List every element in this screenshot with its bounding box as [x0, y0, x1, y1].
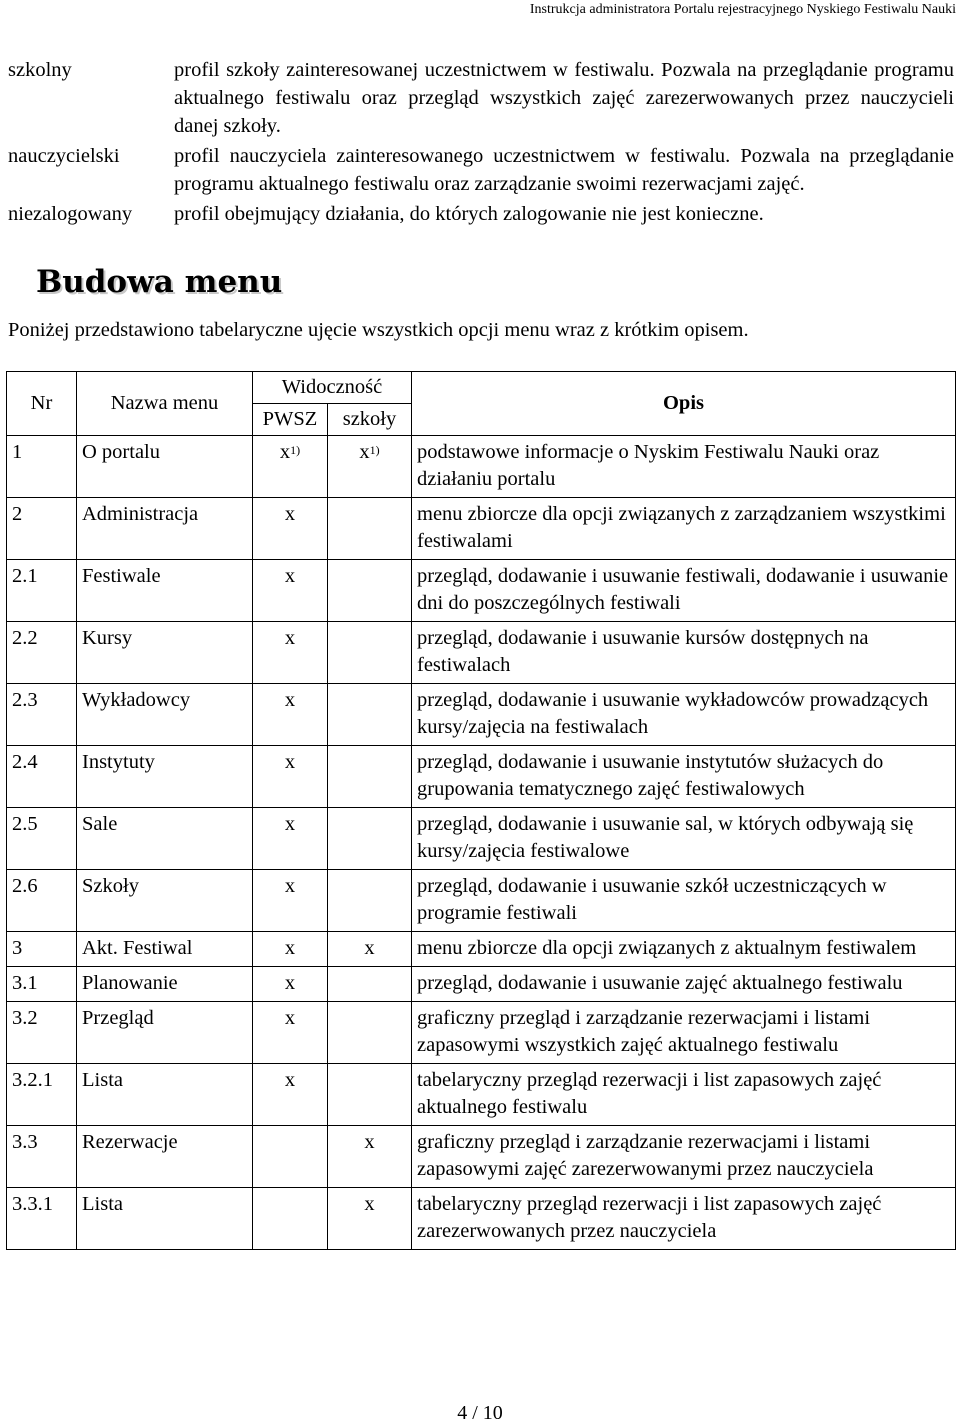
header-pwsz: PWSZ [253, 404, 328, 436]
cell-name [77, 622, 253, 684]
table-row [7, 967, 956, 1002]
cell-nr [7, 1002, 77, 1064]
cell-desc [412, 498, 956, 560]
cell-nr-text: 3.2 [12, 1007, 38, 1029]
cell-nr [7, 1188, 77, 1250]
cell-name-text: Instytuty [82, 751, 155, 773]
cell-schools [328, 684, 412, 746]
cell-schools [328, 746, 412, 808]
cell-name-text: Lista [82, 1069, 123, 1091]
cell-nr-text: 3 [12, 937, 23, 959]
profile-term: szkolny [8, 59, 72, 81]
cell-nr [7, 560, 77, 622]
cell-schools-text: x [364, 1193, 375, 1215]
cell-pwsz [253, 560, 328, 622]
cell-schools [328, 498, 412, 560]
cell-nr-text: 1 [12, 441, 23, 463]
table-row [7, 1126, 956, 1188]
cell-desc-text: menu zbiorcze dla opcji związanych z zarządzaniem wszystkimi festiwalami [417, 503, 946, 552]
profile-term: niezalogowany [8, 203, 133, 225]
cell-schools-text: x [364, 1131, 375, 1153]
cell-desc-text: graficzny przegląd i zarządzanie rezerwacjami i listami zapasowymi zajęć zarezerwowanymi przez nauczyciela [417, 1131, 874, 1180]
table-row [7, 1188, 956, 1250]
cell-desc [412, 560, 956, 622]
cell-name [77, 498, 253, 560]
cell-desc-text: przegląd, dodawanie i usuwanie kursów dostępnych na festiwalach [417, 627, 869, 676]
cell-name-text: Administracja [82, 503, 199, 525]
cell-desc-text: graficzny przegląd i zarządzanie rezerwacjami i listami zapasowymi wszystkich zajęć aktualnego festiwalu [417, 1007, 871, 1056]
cell-pwsz [253, 967, 328, 1002]
page-number: 4 / 10 [457, 1402, 503, 1424]
table-row [7, 746, 956, 808]
cell-pwsz [253, 684, 328, 746]
cell-name-text: Szkoły [82, 875, 139, 897]
cell-desc-text: tabelaryczny przegląd rezerwacji i list zapasowych zajęć zarezerwowanych przez nauczyciela [417, 1193, 882, 1242]
cell-nr-text: 3.3.1 [12, 1193, 53, 1215]
cell-schools [328, 1126, 412, 1188]
cell-nr-text: 2.4 [12, 751, 38, 773]
cell-nr-text: 3.2.1 [12, 1069, 53, 1091]
document-header: Instrukcja administratora Portalu rejestracyjnego Nyskiego Festiwalu Nauki [529, 2, 956, 17]
cell-schools-text: x [359, 441, 370, 463]
cell-desc-text: tabelaryczny przegląd rezerwacji i list zapasowych zajęć aktualnego festiwalu [417, 1069, 882, 1118]
header-visibility: Widoczność [253, 372, 412, 404]
cell-nr [7, 967, 77, 1002]
cell-name [77, 436, 253, 498]
section-intro: Poniżej przedstawiono tabelaryczne ujęcie wszystkich opcji menu wraz z krótkim opisem. [8, 319, 749, 341]
cell-name-text: Lista [82, 1193, 123, 1215]
cell-name-text: Akt. Festiwal [82, 937, 193, 959]
cell-schools [328, 622, 412, 684]
cell-pwsz-text: x [284, 627, 296, 649]
profile-term: nauczycielski [8, 145, 120, 167]
cell-schools [328, 870, 412, 932]
table-row [7, 932, 956, 967]
cell-name [77, 1064, 253, 1126]
cell-name [77, 808, 253, 870]
profile-description: profil szkoły zainteresowanej uczestnictwem w festiwalu. Pozwala na przeglądanie programu aktualnego festiwalu oraz przegląd wszystkich zajęć zarezerwowanych przez nauczycieli danej szkoły. [174, 59, 954, 137]
cell-pwsz-text: x [284, 1007, 296, 1029]
cell-desc [412, 808, 956, 870]
cell-schools-footnote: 1) [369, 443, 380, 457]
cell-name [77, 870, 253, 932]
cell-nr [7, 622, 77, 684]
cell-name [77, 746, 253, 808]
cell-name-text: Kursy [82, 627, 133, 649]
cell-pwsz [253, 498, 328, 560]
cell-name-text: O portalu [82, 441, 160, 463]
cell-desc-text: menu zbiorcze dla opcji związanych z aktualnym festiwalem [417, 937, 917, 959]
cell-nr [7, 1126, 77, 1188]
header-nr: Nr [7, 372, 77, 436]
cell-pwsz [253, 1002, 328, 1064]
header-desc: Opis [412, 372, 956, 436]
cell-desc [412, 1126, 956, 1188]
table-row [7, 1064, 956, 1126]
cell-name [77, 932, 253, 967]
cell-name [77, 1126, 253, 1188]
cell-desc [412, 967, 956, 1002]
cell-desc [412, 1002, 956, 1064]
cell-schools [328, 808, 412, 870]
cell-nr [7, 684, 77, 746]
cell-pwsz [253, 1188, 328, 1250]
cell-desc [412, 436, 956, 498]
cell-schools [328, 967, 412, 1002]
cell-pwsz-footnote: 1) [290, 443, 301, 457]
table-row [7, 560, 956, 622]
cell-name [77, 967, 253, 1002]
cell-pwsz-text: x [284, 1069, 296, 1091]
cell-schools [328, 932, 412, 967]
cell-schools [328, 560, 412, 622]
profile-description: profil nauczyciela zainteresowanego uczestnictwem w festiwalu. Pozwala na przeglądanie programu aktualnego festiwalu oraz zarządzanie swoimi rezerwacjami zajęć. [174, 145, 954, 195]
cell-desc [412, 870, 956, 932]
cell-nr [7, 932, 77, 967]
cell-pwsz-text: x [284, 503, 296, 525]
cell-pwsz-text: x [284, 937, 296, 959]
cell-pwsz [253, 932, 328, 967]
table-row [7, 436, 956, 498]
cell-nr [7, 808, 77, 870]
cell-name-text: Wykładowcy [82, 689, 191, 711]
cell-nr-text: 2.6 [12, 875, 38, 897]
section-heading: Budowa menu [36, 264, 283, 300]
profile-definition [8, 142, 954, 198]
header-schools: szkoły [328, 404, 412, 436]
cell-name-text: Rezerwacje [82, 1131, 178, 1153]
table-row [7, 808, 956, 870]
cell-pwsz [253, 746, 328, 808]
cell-pwsz [253, 808, 328, 870]
cell-name-text: Festiwale [82, 565, 161, 587]
cell-name [77, 1002, 253, 1064]
cell-desc-text: przegląd, dodawanie i usuwanie instytutów służacych do grupowania tematycznego zajęć festiwalowych [417, 751, 884, 800]
profile-definition [8, 200, 954, 228]
profile-definition [8, 56, 954, 140]
cell-name [77, 684, 253, 746]
cell-pwsz [253, 622, 328, 684]
cell-pwsz [253, 436, 328, 498]
cell-nr [7, 498, 77, 560]
table-row [7, 1002, 956, 1064]
table-row [7, 684, 956, 746]
cell-pwsz-text: x [279, 441, 291, 463]
cell-pwsz-text: x [284, 565, 296, 587]
cell-desc [412, 622, 956, 684]
cell-pwsz-text: x [284, 689, 296, 711]
cell-schools-text: x [364, 937, 375, 959]
cell-nr-text: 2 [12, 503, 23, 525]
cell-pwsz [253, 1064, 328, 1126]
cell-nr-text: 2.5 [12, 813, 38, 835]
cell-pwsz-text: x [284, 972, 296, 994]
cell-desc-text: przegląd, dodawanie i usuwanie sal, w których odbywają się kursy/zajęcia festiwalowe [417, 813, 914, 862]
cell-desc [412, 1064, 956, 1126]
profile-definitions [8, 56, 954, 228]
cell-desc [412, 932, 956, 967]
header-name: Nazwa menu [77, 372, 253, 436]
cell-pwsz-text: x [284, 875, 296, 897]
cell-desc [412, 746, 956, 808]
cell-pwsz-text: x [284, 751, 296, 773]
cell-name [77, 560, 253, 622]
cell-pwsz-text: x [284, 813, 296, 835]
cell-desc [412, 684, 956, 746]
cell-nr [7, 746, 77, 808]
cell-nr-text: 3.1 [12, 972, 38, 994]
table-row [7, 870, 956, 932]
cell-nr-text: 2.2 [12, 627, 38, 649]
cell-pwsz [253, 1126, 328, 1188]
cell-name-text: Sale [82, 813, 118, 835]
profile-description: profil obejmujący działania, do których zalogowanie nie jest konieczne. [174, 203, 764, 225]
table-row [7, 622, 956, 684]
cell-schools [328, 1064, 412, 1126]
cell-nr-text: 2.3 [12, 689, 38, 711]
cell-schools [328, 1188, 412, 1250]
menu-table [6, 371, 956, 1250]
cell-schools [328, 1002, 412, 1064]
table-row [7, 498, 956, 560]
cell-pwsz [253, 870, 328, 932]
cell-desc-text: przegląd, dodawanie i usuwanie szkół uczestniczących w programie festiwali [417, 875, 887, 924]
cell-schools [328, 436, 412, 498]
cell-name-text: Przegląd [82, 1007, 154, 1029]
cell-desc [412, 1188, 956, 1250]
cell-desc-text: podstawowe informacje o Nyskim Festiwalu Nauki oraz działaniu portalu [417, 441, 880, 490]
cell-nr [7, 436, 77, 498]
cell-name [77, 1188, 253, 1250]
cell-nr [7, 870, 77, 932]
cell-nr-text: 2.1 [12, 565, 38, 587]
cell-desc-text: przegląd, dodawanie i usuwanie zajęć aktualnego festiwalu [417, 972, 903, 994]
cell-name-text: Planowanie [82, 972, 178, 994]
cell-desc-text: przegląd, dodawanie i usuwanie festiwali, dodawanie i usuwanie dni do poszczególnych festiwali [417, 565, 949, 614]
cell-desc-text: przegląd, dodawanie i usuwanie wykładowców prowadzących kursy/zajęcia na festiwalach [417, 689, 929, 738]
cell-nr [7, 1064, 77, 1126]
cell-nr-text: 3.3 [12, 1131, 38, 1153]
